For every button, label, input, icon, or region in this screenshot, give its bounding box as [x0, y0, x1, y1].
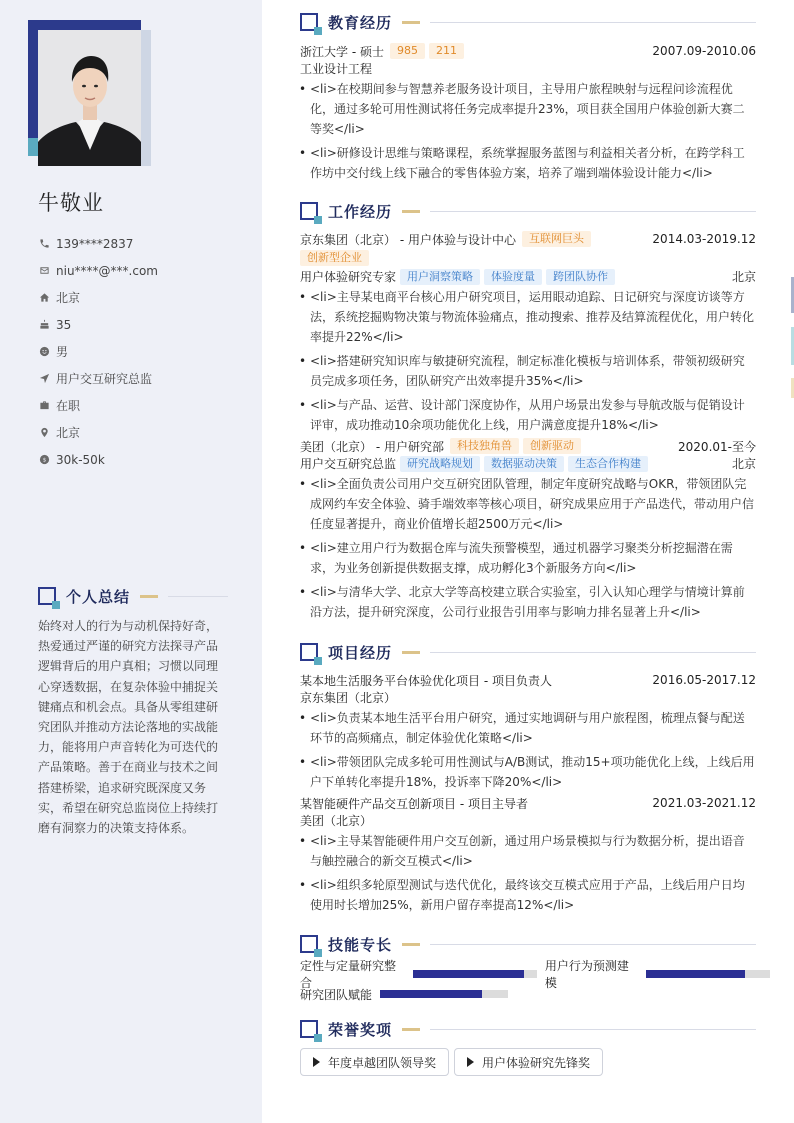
skill-name: 用户行为预测建模	[544, 959, 629, 990]
info-age: 35	[38, 311, 158, 338]
section-divider	[168, 596, 228, 597]
summary-title: 个人总结	[66, 587, 131, 606]
section-square-icon	[300, 13, 318, 31]
section-divider	[430, 22, 756, 23]
tag-badge: 985	[390, 43, 425, 59]
briefcase-icon	[38, 400, 50, 412]
section-gold-bar	[402, 651, 420, 654]
summary-header	[38, 586, 228, 606]
section-gold-bar	[402, 943, 420, 946]
tag-badge: 科技独角兽	[450, 438, 519, 454]
section-divider	[430, 652, 756, 653]
svg-text:$: $	[42, 457, 46, 464]
tag-badge: 创新驱动	[523, 438, 581, 454]
triangle-right-icon	[467, 1057, 474, 1067]
projects-section	[300, 642, 756, 919]
money-icon	[38, 454, 50, 466]
photo-accent	[28, 138, 38, 156]
info-phone: 139****2837	[38, 230, 158, 257]
job-role-row	[300, 455, 756, 473]
project-name: 某本地生活服务平台体验优化项目 - 项目负责人	[300, 673, 552, 688]
project-org: 美团（北京）	[300, 814, 373, 828]
info-status: 在职	[38, 392, 158, 419]
skill-bar	[380, 990, 508, 998]
skill-name: 定性与定量研究整合	[300, 959, 397, 990]
project-date: 2016.05-2017.12	[652, 673, 756, 687]
info-hometown: 北京	[38, 284, 158, 311]
skill-tag: 跨团队协作	[546, 269, 615, 285]
job-role: 用户交互研究总监	[300, 457, 397, 471]
work-header	[300, 201, 756, 221]
tag-badge: 211	[429, 43, 464, 59]
send-icon	[38, 373, 50, 385]
awards-header	[300, 1019, 756, 1039]
skill-tag: 用户洞察策略	[400, 269, 480, 285]
list-item: • <li>与产品、运营、设计部门深度协作，从用户场景出发参与导航改版与促销设计评审，成功推动10余项功能优化上线，用户满意度提升18%</li>	[300, 395, 756, 435]
skill-name: 研究团队赋能	[300, 987, 373, 1002]
education-date: 2007.09-2010.06	[652, 44, 756, 58]
skill-item	[300, 986, 508, 1003]
summary-section	[38, 586, 228, 838]
sidebar	[0, 0, 262, 1123]
project-date: 2021.03-2021.12	[652, 796, 756, 810]
education-row	[300, 42, 756, 60]
skill-bar	[646, 970, 770, 978]
projects-title: 项目经历	[328, 643, 393, 662]
skill-tag: 体验度量	[484, 269, 542, 285]
info-location: 北京	[38, 419, 158, 446]
section-divider	[430, 1029, 756, 1030]
project-name: 某智能硬件产品交互创新项目 - 项目主导者	[300, 796, 528, 811]
cake-icon	[38, 319, 50, 331]
skill-tag: 数据驱动决策	[484, 456, 564, 472]
projects-header	[300, 642, 756, 662]
skill-bar-fill	[413, 970, 525, 978]
education-title: 教育经历	[328, 13, 393, 32]
summary-text: 始终对人的行为与动机保持好奇，热爱通过严谨的研究方法探寻产品逻辑背后的用户真相；习惯以同理心穿透数据，在复杂体验中捕捉关键痛点和机会点。具备从零组建研究团队并推动方法论落地的实战能力，能将用户声音转化为可迭代的产品策略。善于在商业与技术之间搭建桥梁，追求研究既深度又务实，希望在研究总监岗位上持续打磨有洞察力的决策支持体系。	[38, 619, 219, 836]
award-item: 年度卓越团队领导奖	[300, 1048, 449, 1076]
section-gold-bar	[402, 1028, 420, 1031]
skill-tag: 生态合作构建	[568, 456, 648, 472]
section-gold-bar	[140, 595, 158, 598]
job-row	[300, 230, 756, 248]
phone-icon	[38, 238, 50, 250]
job-city: 北京	[731, 457, 756, 471]
education-header	[300, 12, 756, 32]
tag-badge: 创新型企业	[300, 250, 369, 266]
list-item: • <li>搭建研究知识库与敏捷研究流程，制定标准化模板与培训体系，带领初级研究员完成多项任务，团队研究产出效率提升35%</li>	[300, 351, 756, 391]
photo-shadow	[141, 30, 151, 166]
skill-item	[545, 957, 770, 991]
list-item: • <li>主导某电商平台核心用户研究项目，运用眼动追踪、日记研究与深度访谈等方法，系统挖掘购物决策与物流体验痛点，推动搜索、推荐及结算流程优化，用户转化率提升22%</li>	[300, 287, 756, 347]
job-tag-row	[300, 248, 756, 268]
education-major: 工业设计工程	[300, 62, 373, 76]
triangle-right-icon	[313, 1057, 320, 1067]
job-role: 用户体验研究专家	[300, 270, 397, 284]
portrait-image	[38, 30, 141, 166]
section-square-icon	[300, 1020, 318, 1038]
section-square-icon	[300, 935, 318, 953]
skills-header	[300, 934, 756, 954]
list-item: • <li>主导某智能硬件用户交互创新，通过用户场景模拟与行为数据分析，提出语音与触控融合的新交互模式</li>	[300, 831, 756, 871]
list-item: • <li>与清华大学、北京大学等高校建立联合实验室，引入认知心理学与情境计算前沿方法，提升研究深度，公司行业报告引用率与影响力排名显著上升</li>	[300, 582, 756, 622]
project-bullets	[300, 831, 756, 915]
section-square-icon	[300, 202, 318, 220]
list-item: • <li>负责某本地生活平台用户研究，通过实地调研与用户旅程图，梳理点餐与配送环节的高频痛点，制定体验优化策略</li>	[300, 708, 756, 748]
skill-row	[300, 959, 770, 990]
skills-title: 技能专长	[328, 935, 393, 954]
award-list	[300, 1048, 756, 1076]
award-item: 用户体验研究先锋奖	[454, 1048, 603, 1076]
list-item: • <li>建立用户行为数据仓库与流失预警模型，通过机器学习聚类分析挖掘潜在需求，为业务创新提供数据支撑，成功孵化3个新服务方向</li>	[300, 538, 756, 578]
section-gold-bar	[402, 210, 420, 213]
company-name: 京东集团（北京） - 用户体验与设计中心	[300, 232, 516, 247]
section-square-icon	[300, 643, 318, 661]
list-item: • <li>研修设计思维与策略课程，系统掌握服务蓝图与利益相关者分析，在跨学科工作坊中交付线上线下融合的零售体验方案，培养了端到端体验设计能力</li>	[300, 143, 756, 183]
skills-section	[300, 934, 770, 1004]
school-name: 浙江大学 - 硕士	[300, 44, 384, 59]
section-divider	[430, 211, 756, 212]
tag-badge: 互联网巨头	[522, 231, 591, 247]
project-row	[300, 794, 756, 812]
mail-icon	[38, 265, 50, 277]
skill-list	[300, 959, 770, 1004]
awards-section	[300, 1019, 756, 1076]
skill-bar-fill	[380, 990, 482, 998]
education-section	[300, 12, 756, 187]
project-row	[300, 671, 756, 689]
info-target-position: 用户交互研究总监	[38, 365, 158, 392]
job-date: 2014.03-2019.12	[652, 232, 756, 246]
awards-title: 荣誉奖项	[328, 1020, 393, 1039]
education-bullets	[300, 79, 756, 183]
home-icon	[38, 292, 50, 304]
avatar	[38, 30, 141, 166]
list-item: • <li>全面负责公司用户交互研究团队管理，制定年度研究战略与OKR，带领团队完成网约车安全体验、骑手端效率等核心项目，研究成果应用于产品迭代，带动用户信任度显著提升，商业价值增长超2500万元</li>	[300, 474, 756, 534]
job-row	[300, 437, 756, 455]
job-bullets	[300, 287, 756, 435]
section-gold-bar	[402, 21, 420, 24]
list-item: • <li>组织多轮原型测试与迭代优化，最终该交互模式应用于产品，上线后用户日均使用时长增加25%，新用户留存率提高12%</li>	[300, 875, 756, 915]
work-section	[300, 201, 756, 626]
job-bullets	[300, 474, 756, 622]
info-salary: $ 30k-50k	[38, 446, 158, 473]
list-item: • <li>带领团队完成多轮可用性测试与A/B测试，推动15+项功能优化上线，上线后用户下单转化率提升18%，投诉率下降20%</li>	[300, 752, 756, 792]
info-email: niu****@***.com	[38, 257, 158, 284]
skill-tag: 研究战略规划	[400, 456, 480, 472]
project-bullets	[300, 708, 756, 792]
work-title: 工作经历	[328, 202, 393, 221]
job-city: 北京	[731, 270, 756, 284]
location-icon	[38, 427, 50, 439]
company-name: 美团（北京） - 用户研究部	[300, 439, 444, 454]
avatar-frame	[28, 20, 152, 166]
gender-icon	[38, 346, 50, 358]
section-square-icon	[38, 587, 56, 605]
candidate-name: 牛敬业	[38, 191, 104, 215]
project-org: 京东集团（北京）	[300, 691, 397, 705]
section-divider	[430, 944, 756, 945]
skill-bar	[413, 970, 537, 978]
job-date: 2020.01-至今	[678, 439, 756, 454]
job-role-row	[300, 268, 756, 286]
contact-info-list	[38, 230, 158, 473]
skill-bar-fill	[646, 970, 745, 978]
list-item: • <li>在校期间参与智慧养老服务设计项目，主导用户旅程映射与远程问诊流程优化，通过多轮可用性测试将任务完成率提升23%，项目获全国用户体验创新大赛二等奖</li>	[300, 79, 756, 139]
info-gender: 男	[38, 338, 158, 365]
